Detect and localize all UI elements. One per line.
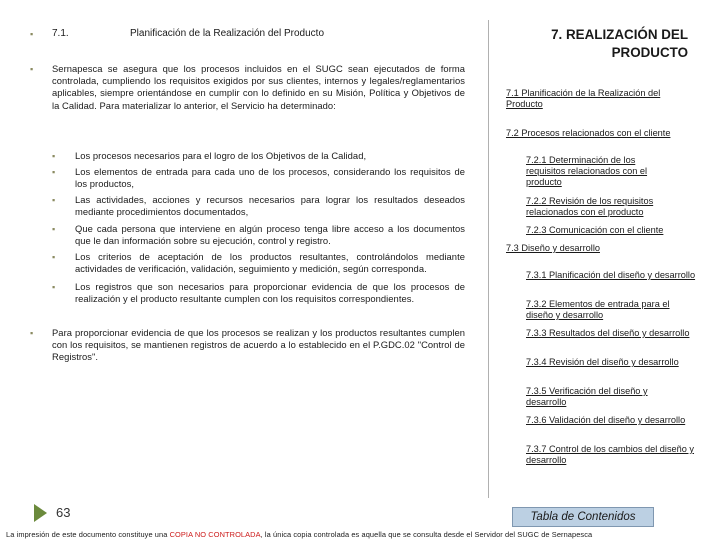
bullet-icon: ▪ — [52, 167, 56, 177]
sub-item: Las actividades, acciones y recursos necesarios para lograr los resultados deseados mediante procedimientos documentados, — [75, 194, 465, 218]
bullet-icon: ▪ — [52, 252, 56, 262]
toc-link-7-2[interactable]: 7.2 Procesos relacionados con el cliente — [506, 128, 671, 138]
table-of-contents-button[interactable]: Tabla de Contenidos — [512, 507, 654, 527]
next-arrow-icon[interactable] — [34, 504, 47, 522]
closing-paragraph: Para proporcionar evidencia de que los procesos se realizan y los productos resultantes cumplen con los requisitos, se mantienen registros de acuerdo a lo establecido en el P.GDC.02 "Control de Registros". — [52, 327, 465, 363]
notice-text-before: La impresión de este documento constituye una — [6, 530, 170, 539]
bullet-icon: ▪ — [52, 195, 56, 205]
copy-notice — [6, 530, 592, 539]
sidebar-title: 7. REALIZACIÓN DEL PRODUCTO — [551, 27, 688, 60]
page-number: 63 — [56, 505, 71, 520]
toc-link-7-3-2[interactable]: 7.3.2 Elementos de entrada para el diseño y desarrollo — [526, 299, 670, 320]
sidebar-toc — [490, 0, 720, 500]
toc-link-7-1[interactable]: 7.1 Planificación de la Realización del Producto — [506, 88, 661, 109]
toc-link-7-3[interactable]: 7.3 Diseño y desarrollo — [506, 243, 600, 253]
toc-link-7-3-1[interactable]: 7.3.1 Planificación del diseño y desarrollo — [526, 270, 696, 280]
bullet-icon: ▪ — [30, 328, 34, 338]
toc-link-7-3-7[interactable]: 7.3.7 Control de los cambios del diseño y desarrollo — [526, 444, 695, 465]
sub-item: Que cada persona que interviene en algún proceso tenga libre acceso a los documentos que le dan información sobre su ejecución, control y registro. — [75, 223, 465, 247]
sub-item: Los criterios de aceptación de los productos resultantes, controlándolos mediante actividades de verificación, validación, seguimiento y medición, según corresponda. — [75, 251, 465, 275]
column-divider — [488, 20, 489, 498]
toc-link-7-2-3[interactable]: 7.2.3 Comunicación con el cliente — [526, 225, 664, 235]
bullet-icon: ▪ — [52, 282, 56, 292]
sub-item: Los registros que son necesarios para proporcionar evidencia de que los procesos de realización y el producto resultante cumplen con los requisitos correspondientes. — [75, 281, 465, 305]
toc-link-7-3-5[interactable]: 7.3.5 Verificación del diseño y desarrollo — [526, 386, 648, 407]
notice-text-after: , la única copia controlada es aquella que se consulta desde el Servidor del SUGC de Sernapesca — [260, 530, 593, 539]
section-number: 7.1. — [52, 28, 69, 39]
sub-item: Los elementos de entrada para cada uno de los procesos, considerando los requisitos de los productos, — [75, 166, 465, 190]
bullet-icon: ▪ — [52, 151, 56, 161]
sub-item: Los procesos necesarios para el logro de los Objetivos de la Calidad, — [75, 150, 367, 161]
section-title: Planificación de la Realización del Producto — [130, 28, 325, 39]
bullet-icon: ▪ — [30, 29, 34, 39]
intro-paragraph: Sernapesca se asegura que los procesos incluidos en el SUGC sean ejecutados de forma controlada, cumpliendo los requisitos exigidos por sus clientes, internos y legales/reglamentarios aplicables, siempre orientándose en cumplir con lo definido en su Misión, Política y Objetivos de la Calidad. Para materializar lo anterior, el Servicio ha determinado: — [52, 63, 465, 111]
bullet-icon: ▪ — [52, 224, 56, 234]
toc-link-7-2-2[interactable]: 7.2.2 Revisión de los requisitos relacionados con el producto — [526, 196, 654, 217]
notice-uncontrolled-copy: COPIA NO CONTROLADA — [169, 530, 261, 539]
bullet-icon: ▪ — [30, 64, 34, 74]
toc-link-7-3-3[interactable]: 7.3.3 Resultados del diseño y desarrollo — [526, 328, 690, 338]
toc-link-7-3-6[interactable]: 7.3.6 Validación del diseño y desarrollo — [526, 415, 686, 425]
toc-link-7-2-1[interactable]: 7.2.1 Determinación de los requisitos relacionados con el producto — [526, 155, 648, 187]
toc-link-7-3-4[interactable]: 7.3.4 Revisión del diseño y desarrollo — [526, 357, 679, 367]
